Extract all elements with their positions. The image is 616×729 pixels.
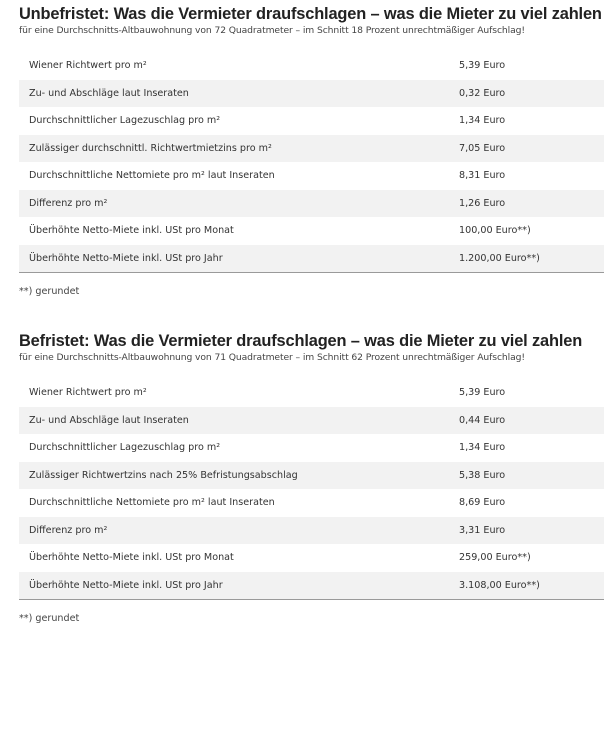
section-subtitle: für eine Durchschnitts-Altbauwohnung von 71 Quadratmeter – im Schnitt 62 Prozent unrechtmäßiger Aufschlag!: [19, 352, 525, 363]
table-row: [19, 80, 604, 108]
section-subtitle: für eine Durchschnitts-Altbauwohnung von 72 Quadratmeter – im Schnitt 18 Prozent unrechtmäßiger Aufschlag!: [19, 25, 525, 36]
row-label: Zu- und Abschläge laut Inseraten: [19, 80, 449, 108]
row-value: 1.200,00 Euro**): [449, 245, 604, 273]
row-label: Überhöhte Netto-Miete inkl. USt pro Monat: [29, 552, 234, 564]
table-row: [19, 162, 604, 190]
row-label: Durchschnittlicher Lagezuschlag pro m²: [29, 115, 221, 127]
table-row: [19, 434, 604, 462]
row-value: 3.108,00 Euro**): [449, 572, 604, 600]
row-label: Überhöhte Netto-Miete inkl. USt pro Jahr: [19, 245, 449, 273]
table-row: [19, 544, 604, 572]
table-row: [19, 517, 604, 545]
table-row: [19, 379, 604, 407]
row-value: 1,26 Euro: [449, 190, 604, 218]
row-label: Durchschnittliche Nettomiete pro m² laut Inseraten: [29, 170, 275, 182]
table-row: [19, 52, 604, 80]
row-value: 3,31 Euro: [449, 517, 604, 545]
row-value: 8,69 Euro: [459, 497, 506, 509]
row-label: Durchschnittliche Nettomiete pro m² laut Inseraten: [29, 497, 275, 509]
row-label: Zulässiger durchschnittl. Richtwertmietzins pro m²: [19, 135, 449, 163]
row-label: Differenz pro m²: [19, 190, 449, 218]
row-value: 1,34 Euro: [459, 442, 506, 454]
row-label: Überhöhte Netto-Miete inkl. USt pro Jahr: [19, 572, 449, 600]
table-row: [19, 107, 604, 135]
table-row: [19, 245, 604, 273]
section-title: Unbefristet: Was die Vermieter draufschlagen – was die Mieter zu viel zahlen: [19, 5, 602, 23]
table-row: [19, 407, 604, 435]
table-row: [19, 135, 604, 163]
row-value: 259,00 Euro**): [459, 552, 531, 564]
rent-table-unbefristet: [19, 52, 604, 273]
table-row: [19, 489, 604, 517]
section-title: Befristet: Was die Vermieter draufschlagen – was die Mieter zu viel zahlen: [19, 332, 583, 350]
row-value: 7,05 Euro: [449, 135, 604, 163]
row-label: Überhöhte Netto-Miete inkl. USt pro Monat: [29, 225, 234, 237]
row-label: Zu- und Abschläge laut Inseraten: [19, 407, 449, 435]
row-label: Durchschnittlicher Lagezuschlag pro m²: [29, 442, 221, 454]
row-value: 0,44 Euro: [449, 407, 604, 435]
footnote: **) gerundet: [19, 286, 80, 297]
section-befristet: [0, 331, 616, 625]
table-row: [19, 190, 604, 218]
table-row: [19, 217, 604, 245]
section-unbefristet: [0, 4, 616, 298]
row-label: Wiener Richtwert pro m²: [29, 387, 147, 399]
row-value: 5,39 Euro: [459, 60, 506, 72]
row-label: Wiener Richtwert pro m²: [29, 60, 147, 72]
row-label: Zulässiger Richtwertzins nach 25% Befristungsabschlag: [19, 462, 449, 490]
table-row: [19, 572, 604, 600]
row-value: 1,34 Euro: [459, 115, 506, 127]
rent-table-befristet: [19, 379, 604, 600]
row-value: 5,38 Euro: [449, 462, 604, 490]
row-label: Differenz pro m²: [19, 517, 449, 545]
row-value: 5,39 Euro: [459, 387, 506, 399]
row-value: 8,31 Euro: [459, 170, 506, 182]
row-value: 100,00 Euro**): [459, 225, 531, 237]
footnote: **) gerundet: [19, 613, 80, 624]
row-value: 0,32 Euro: [449, 80, 604, 108]
table-row: [19, 462, 604, 490]
